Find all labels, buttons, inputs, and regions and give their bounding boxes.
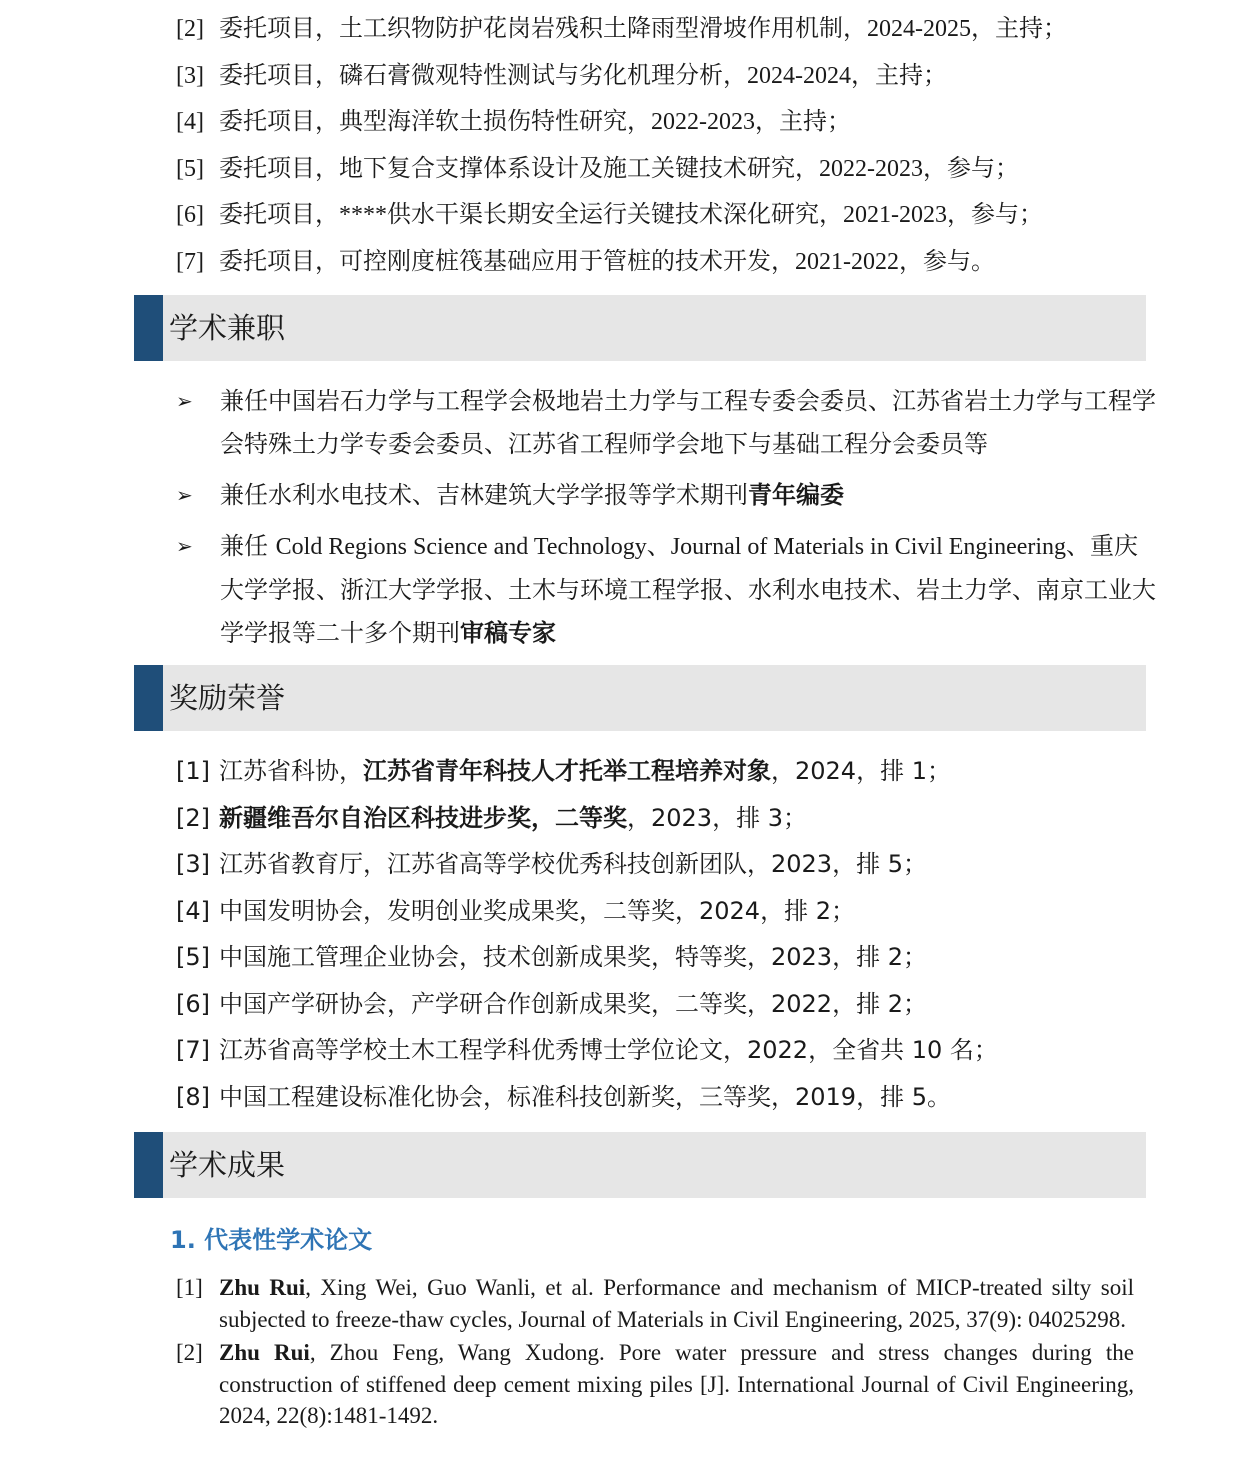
item-number: [5]: [176, 155, 204, 182]
item-text: 中国发明协会，发明创业奖成果奖，二等奖，2024，排 2；: [219, 896, 855, 925]
item-text: 委托项目，磷石膏微观特性测试与劣化机理分析，2024-2024，主持；: [219, 62, 947, 89]
list-item: [176, 239, 1156, 286]
journal-names: Cold Regions Science and Technology、Journal of Materials in Civil Engineering: [275, 534, 1067, 560]
section-title: 学术兼职: [169, 311, 286, 345]
item-number: [4]: [176, 896, 210, 925]
item-text: 兼任水利水电技术、吉林建筑大学学报等学术期刊: [220, 481, 748, 509]
item-number: [4]: [176, 109, 204, 135]
papers-list: [176, 1272, 1134, 1434]
bullet-arrow-icon: ➢: [176, 389, 193, 413]
item-text: 委托项目，典型海洋软土损伤特性研究，2022-2023，主持；: [219, 109, 851, 135]
list-item: [176, 934, 1156, 981]
awards-list: [176, 748, 1156, 1120]
item-number: [7]: [176, 1036, 210, 1064]
item-text: 江苏省高等学校土木工程学科优秀博士学位论文，2022，全省共 10 名；: [219, 1036, 998, 1064]
project-list: [176, 6, 1156, 285]
section-accent-bar: [134, 1132, 163, 1198]
posts-list: [176, 380, 1156, 663]
item-number: [8]: [176, 1082, 210, 1111]
list-item: [176, 841, 1156, 888]
item-number: [6]: [176, 989, 210, 1018]
section-accent-bar: [134, 665, 163, 731]
item-suffix: ，2023，排 3；: [627, 803, 807, 832]
item-bold-text: 新疆维吾尔自治区科技进步奖，二等奖: [219, 803, 627, 832]
list-item: [176, 53, 1156, 100]
list-item: [176, 795, 1156, 842]
item-text: 江苏省教育厅，江苏省高等学校优秀科技创新团队，2023，排 5；: [219, 850, 927, 878]
paper-citation: , Zhou Feng, Wang Xudong. Pore water pressure and stress changes during the construction of stiffened deep cement mixing piles [J]. International Journal of Civil Engineering, 2024, 22(8):1481-1492.: [219, 1340, 1135, 1428]
item-number: [2]: [176, 1340, 203, 1365]
paper-author-bold: Zhu Rui: [219, 1275, 306, 1300]
item-number: [3]: [176, 62, 204, 89]
item-number: [7]: [176, 248, 204, 275]
section-header-academic-posts: [134, 295, 1146, 361]
section-title: 奖励荣誉: [169, 681, 286, 715]
item-text: 委托项目，****供水干渠长期安全运行关键技术深化研究，2021-2023，参与；: [219, 202, 1043, 228]
section-header-achievements: [134, 1132, 1146, 1198]
list-item: [176, 748, 1156, 795]
item-prefix: 兼任: [220, 532, 276, 560]
item-text: 委托项目，土工织物防护花岗岩残积土降雨型滑坡作用机制，2024-2025，主持；: [219, 16, 1067, 42]
item-text: 江苏省科协，: [219, 757, 363, 785]
item-bold-text: 审稿专家: [460, 619, 556, 647]
list-item: [176, 1272, 1134, 1335]
section-header-awards: [134, 665, 1146, 731]
item-text: 中国施工管理企业协会，技术创新成果奖，特等奖，2023，排 2；: [219, 943, 927, 971]
list-item: [176, 1337, 1134, 1432]
item-number: [2]: [176, 16, 204, 42]
papers-subheading: 1. 代表性学术论文: [170, 1226, 373, 1254]
item-number: [5]: [176, 943, 210, 971]
list-item: [176, 1074, 1156, 1121]
list-item: [176, 888, 1156, 935]
paper-citation: , Xing Wei, Guo Wanli, et al. Performance and mechanism of MICP-treated silty soil subjected to freeze-thaw cycles, Journal of Materials in Civil Engineering, 2025, 37(9): 04025298.: [219, 1275, 1134, 1332]
list-item: [176, 192, 1156, 239]
item-text: 兼任中国岩石力学与工程学会极地岩土力学与工程专委会委员、江苏省岩土力学与工程学会特殊土力学专委会委员、江苏省工程师学会地下与基础工程分会委员等: [220, 387, 1156, 458]
item-bold-text: 江苏省青年科技人才托举工程培养对象: [363, 757, 771, 785]
item-suffix: ，2024，排 1；: [771, 757, 951, 785]
section-accent-bar: [134, 295, 163, 361]
section-title: 学术成果: [169, 1148, 286, 1182]
item-number: [6]: [176, 202, 204, 228]
item-text: 中国工程建设标准化协会，标准科技创新奖，三等奖，2019，排 5。: [219, 1082, 951, 1111]
item-bold-text: 青年编委: [748, 481, 844, 509]
item-text: 、重庆大学学报、浙江大学学报、土木与环境工程学报、水利水电技术、岩土力学、南京工业大学学报等二十多个期刊: [220, 532, 1156, 647]
list-item: [176, 99, 1156, 146]
item-number: [1]: [176, 1275, 203, 1300]
item-text: 委托项目，地下复合支撑体系设计及施工关键技术研究，2022-2023，参与；: [219, 155, 1019, 182]
list-item: [176, 6, 1156, 53]
paper-author-bold: Zhu Rui: [219, 1340, 310, 1365]
item-number: [2]: [176, 803, 210, 832]
list-item: [176, 1027, 1156, 1074]
bullet-arrow-icon: ➢: [176, 534, 193, 558]
item-text: 委托项目，可控刚度桩筏基础应用于管桩的技术开发，2021-2022，参与。: [219, 248, 995, 275]
list-item: [176, 380, 1156, 466]
list-item: [176, 525, 1156, 655]
list-item: [176, 474, 1156, 517]
item-text: 中国产学研协会，产学研合作创新成果奖，二等奖，2022，排 2；: [219, 989, 927, 1018]
item-number: [1]: [176, 757, 210, 785]
item-number: [3]: [176, 850, 210, 878]
bullet-arrow-icon: ➢: [176, 483, 193, 507]
list-item: [176, 981, 1156, 1028]
list-item: [176, 146, 1156, 193]
